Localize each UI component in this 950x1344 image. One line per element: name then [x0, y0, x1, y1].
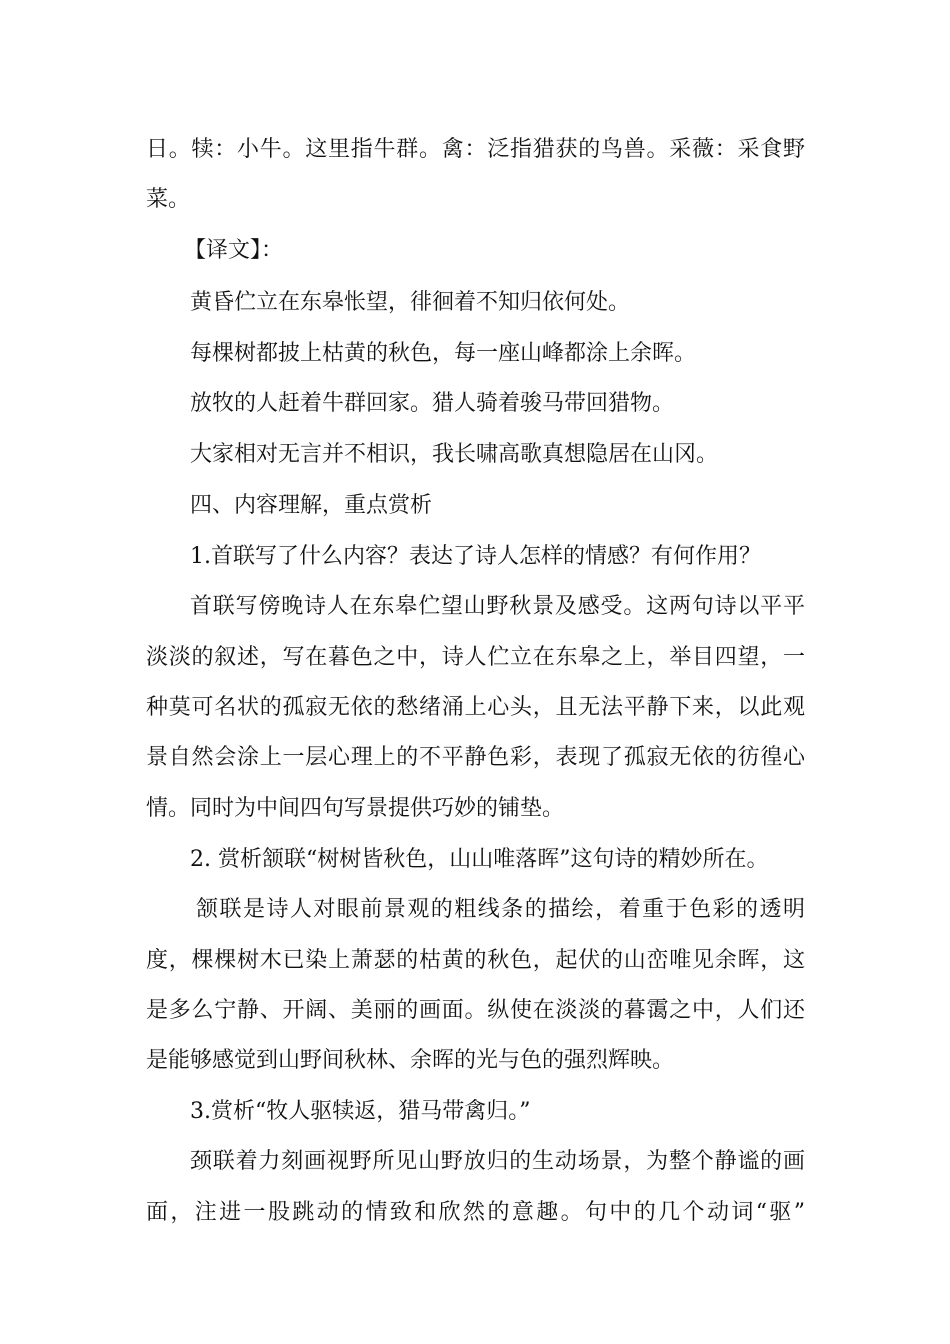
text-line: 淡淡的叙述，写在暮色之中，诗人伫立在东皋之上，举目四望，一 [146, 645, 805, 670]
question-2: 2. 赏析颔联“树树皆秋色，山山唯落晖”这句诗的精妙所在。 [190, 847, 769, 872]
text-line: 首联写傍晚诗人在东皋伫望山野秋景及感受。这两句诗以平平 [190, 594, 805, 619]
text-line: 黄昏伫立在东皋怅望，徘徊着不知归依何处。 [190, 290, 631, 315]
section-heading-translation: 【译文】： [184, 238, 284, 263]
text-line: 菜。 [146, 187, 191, 212]
question-3: 3.赏析“牧人驱犊返，猎马带禽归。” [190, 1099, 531, 1124]
text-line: 每棵树都披上枯黄的秋色，每一座山峰都涂上余晖。 [190, 341, 697, 366]
text-line: 面，注进一股跳动的情致和欣然的意趣。句中的几个动词“驱” [146, 1200, 805, 1225]
text-line: 种莫可名状的孤寂无依的愁绪涌上心头，且无法平静下来，以此观 [146, 695, 805, 720]
text-line: 度，棵棵树木已染上萧瑟的枯黄的秋色，起伏的山峦唯见余晖，这 [146, 948, 805, 973]
text-line: 情。同时为中间四句写景提供巧妙的铺垫。 [146, 796, 565, 821]
text-line: 颔联是诗人对眼前景观的粗线条的描绘，着重于色彩的透明 [196, 897, 805, 922]
text-line: 放牧的人赶着牛群回家。猎人骑着骏马带回猎物。 [190, 391, 675, 416]
text-line: 是能够感觉到山野间秋林、余晖的光与色的强烈辉映。 [146, 1048, 675, 1073]
text-line: 大家相对无言并不相识，我长啸高歌真想隐居在山冈。 [190, 442, 719, 467]
text-line: 是多么宁静、开阔、美丽的画面。纵使在淡淡的暮霭之中，人们还 [146, 998, 805, 1023]
text-line: 日。犊：小牛。这里指牛群。禽：泛指猎获的鸟兽。采薇：采食野 [146, 137, 805, 162]
text-line: 颈联着力刻画视野所见山野放归的生动场景，为整个静谧的画 [190, 1149, 805, 1174]
text-line: 景自然会涂上一层心理上的不平静色彩，表现了孤寂无依的彷徨心 [146, 745, 805, 770]
section-heading-analysis: 四、内容理解，重点赏析 [190, 493, 433, 518]
question-1: 1.首联写了什么内容？表达了诗人怎样的情感？有何作用？ [190, 544, 761, 569]
